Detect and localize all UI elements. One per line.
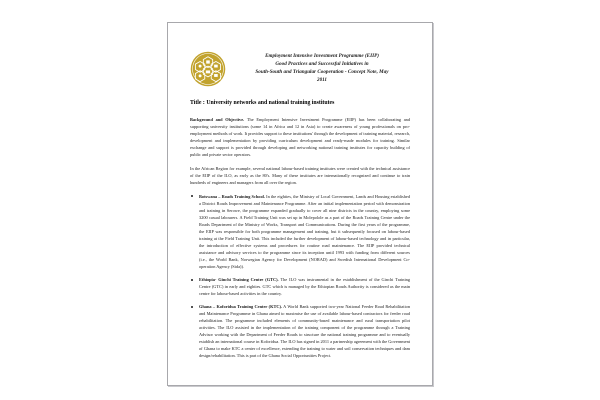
list-item xyxy=(190,193,410,270)
paragraph-african-region xyxy=(190,165,410,186)
bullet-dot-icon xyxy=(191,279,193,281)
page-content-area xyxy=(168,23,432,385)
bullet-dot-icon xyxy=(191,306,193,308)
heading-line-3: South-South and Triangular Cooperation - Concept Note, May xyxy=(255,69,389,75)
page-title: Title : University networks and national training institutes xyxy=(190,100,335,106)
list-item xyxy=(190,276,410,297)
country-initiative-list xyxy=(190,193,410,360)
list-item-lead: Botswana – Roads Training School. xyxy=(199,193,265,199)
bullet-dot-icon xyxy=(191,195,193,197)
list-item-body: A World Bank supported two-year National Feeder Road Rehabilitation and Maintenance Programme in Ghana aimed to maximise the use of available labour-based contractors for feeder road rehabilitation. The programme included elements of community-based maintenance and rural transportation pilot activities. The ILO assisted in the implementation of the training component of the programme through a Training Advisor working with the Department of Feeder Roads to structure the national training programme and to eventually establish an international course in Koforidua. The ILO has signed in 2011 a partnership agreement with the Government of Ghana to make KTC a center of excellence, extending the training to water and soil conservation techniques and dam design/rehabilitation. This is part of the Ghana Social Opportunities Project. xyxy=(199,304,410,359)
programme-heading xyxy=(234,53,410,85)
ilo-honeycomb-emblem-icon xyxy=(190,51,226,87)
paragraph-body: The Employment Intensive Investment Programme (EIIP) has been collaborating and supporting university institutions (some 14 in Africa and 12 in Asia) to create awareness of young professionals on pro-employment methods of work. It provides support to these institutions' through the development of training material, research, development and implementation by providing curriculum development and ready-made modules for training. Similar exchange and support is provided through developing and networking national training institutes for capacity building of public and private sector operators. xyxy=(190,116,411,157)
paragraph-body: In the African Region for example, several national labour-based training institutes were created with the technical assistance of the EIIP of the ILO, as early as the 80's. Many of these institutes are internationally recognized and continue to train hundreds of engineers and managers from all over the region. xyxy=(190,165,410,185)
list-item-body: In the eighties, the Ministry of Local Government, Lands and Housing established a District Roads Improvement and Maintenance Programme. After an initial implementation period with demonstration and training in Serowe, the programme expanded gradually to cover all nine districts in the country, employing some 3200 casual labourers. A Field Training Unit was set up in Molepolole as a part of the Roads Training Centre under the Roads Department of the Ministry of Works, Transport and Communications. During the first years of the programme, the EIIP was responsible for both programme management and training, but it subsequently focused on labour-based training at the Field Training Unit. This included the further development of labour-based technology and in particular, the introduction of effective systems and procedures for routine road maintenance. The EIIP provided technical assistance and advisory services to the programme since its inception until 1993 with funding from different sources (i.e., the World Bank, Norwegian Agency for Development (NORAD) and Swedish International Development Co-operation Agency (Sida)). xyxy=(199,193,410,270)
heading-line-2: Good Practices and Successful Initiatives in xyxy=(275,61,369,68)
paragraph-lead-in: Background and Objective. xyxy=(190,116,245,122)
heading-line-4: 2011 xyxy=(317,76,327,83)
document-page xyxy=(167,22,433,386)
list-item-lead: Ghana – Koforidua Training Center (KTC). xyxy=(199,304,283,310)
list-item-lead: Ethiopia- Ginchi Training Centre (GTC). xyxy=(199,277,279,283)
document-header xyxy=(190,51,410,87)
list-item xyxy=(190,303,410,359)
list-item-body: The ILO was instrumental in the establishment of the Ginchi Training Centre (GTC) in early and eighties. GTC which is managed by the Ethiopian Roads Authority is considered as the main centre for labour-based activities in the country. xyxy=(199,277,410,297)
heading-line-1: Employment Intensive Investment Programme (EIIP) xyxy=(265,53,379,60)
paragraph-background-objective xyxy=(190,116,410,158)
